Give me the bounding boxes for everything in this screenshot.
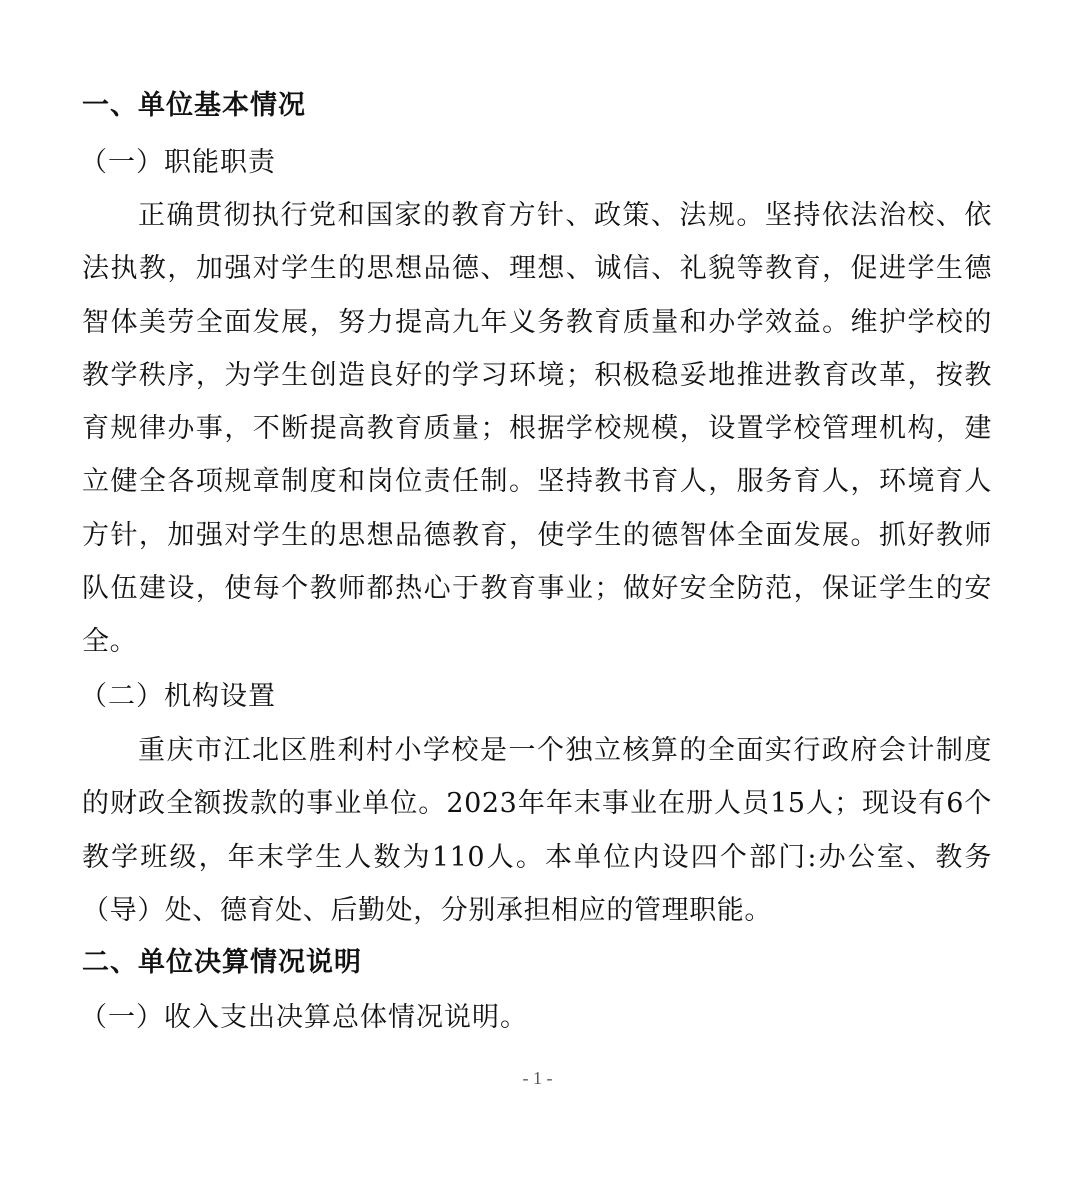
subsection-1-2-heading: （二）机构设置 — [80, 681, 276, 712]
organization-paragraph: 重庆市江北区胜利村小学校是一个独立核算的全面实行政府会计制度的财政全额拨款的事业单位。2023年年末事业在册人员15人；现设有6个教学班级，年末学生人数为110人。本单位内设四个部门:办公室、教务（导）处、德育处、后勤处，分别承担相应的管理职能。 — [82, 735, 992, 926]
subsection-2-1-heading: （一）收入支出决算总体情况说明。 — [80, 1002, 528, 1033]
subsection-1-1-heading: （一）职能职责 — [80, 147, 276, 178]
section-1-heading: 一、单位基本情况 — [82, 90, 306, 121]
page-number: - 1 - — [522, 1068, 553, 1088]
section-2-heading: 二、单位决算情况说明 — [82, 947, 362, 978]
duties-paragraph: 正确贯彻执行党和国家的教育方针、政策、法规。坚持依法治校、依法执教，加强对学生的思想品德、理想、诚信、礼貌等教育，促进学生德智体美劳全面发展，努力提高九年义务教育质量和办学效益。维护学校的教学秩序，为学生创造良好的学习环境；积极稳妥地推进教育改革，按教育规律办事，不断提高教育质量；根据学校规模，设置学校管理机构，建立健全各项规章制度和岗位责任制。坚持教书育人，服务育人，环境育人方针，加强对学生的思想品德教育，使学生的德智体全面发展。抓好教师队伍建设，使每个教师都热心于教育事业；做好安全防范，保证学生的安全。 — [82, 200, 992, 658]
